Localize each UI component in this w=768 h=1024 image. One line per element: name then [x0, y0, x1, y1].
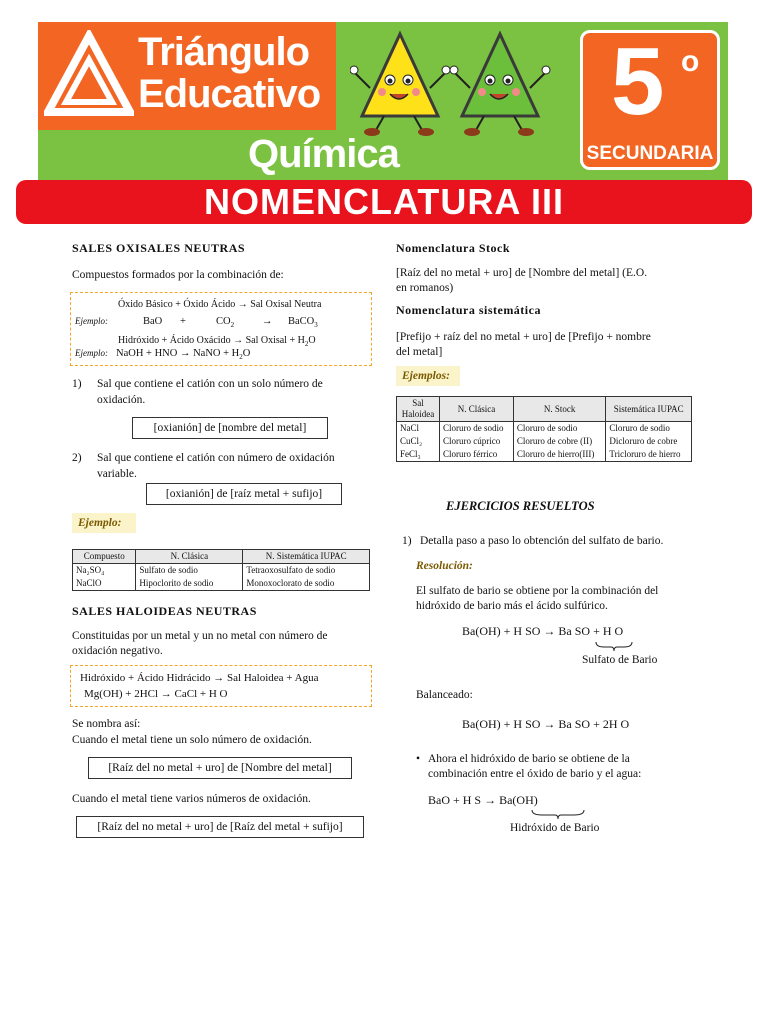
- table-header-cell: N. Clásica: [440, 397, 514, 422]
- table-row: [397, 448, 692, 462]
- table-header-cell: N. Sistemática IUPAC: [243, 550, 370, 564]
- table-cell: Cloruro férrico: [440, 448, 514, 462]
- example-label: Ejemplo:: [75, 316, 108, 326]
- reaction-general2: Hidróxido + Ácido Oxácido → Sal Oxisal + $H_2O$: [118, 335, 316, 348]
- rule-box-3: [Raíz del no metal + uro] de [Nombre del metal]: [88, 757, 352, 779]
- logo: [38, 22, 336, 130]
- haloidea-example: Mg(OH) + 2HCl → CaCl + H O: [84, 688, 228, 700]
- oxisal-table: [72, 549, 370, 591]
- resolution-line2: hidróxido de bario más el ácido sulfúrico.: [416, 600, 608, 612]
- reaction-general: Óxido Básico + Óxido Ácido → Sal Oxisal Neutra: [118, 299, 322, 310]
- table-header-row: [73, 550, 370, 564]
- table-cell: Monoxoclorato de sodio: [243, 577, 370, 591]
- table-header-row: [397, 397, 692, 422]
- table-header-cell: Compuesto: [73, 550, 136, 564]
- naming-intro: Se nombra así:: [72, 718, 141, 730]
- equation-3-label: Hidróxido de Bario: [510, 822, 600, 834]
- grade-sup: o: [681, 45, 700, 78]
- equation-1: Ba(OH) + H SO → Ba SO + H O: [462, 624, 624, 638]
- haloideas-line2: oxidación negativo.: [72, 645, 163, 657]
- table-row: [397, 435, 692, 448]
- naming-multiple: Cuando el metal tiene varios números de oxidación.: [72, 793, 311, 805]
- reaction-ex1-d: →: [262, 316, 273, 327]
- table-cell: Cloruro de cobre (II): [513, 435, 605, 448]
- table-cell: Hipoclorito de sodio: [136, 577, 243, 591]
- table-cell: Cloruro de sodio: [513, 422, 605, 436]
- intro-text: Compuestos formados por la combinación de:: [72, 269, 284, 281]
- examples-label: Ejemplos:: [402, 370, 450, 382]
- example-label-2: Ejemplo:: [75, 348, 108, 358]
- brace-icon: [594, 640, 634, 652]
- heading-ejercicios: EJERCICIOS RESUELTOS: [446, 499, 595, 513]
- table-row: [397, 422, 692, 436]
- table-cell: Cloruro de sodio: [606, 422, 692, 436]
- heading-haloideas: SALES HALOIDEAS NEUTRAS: [72, 604, 257, 618]
- bullet-line2: combinación entre el óxido de bario y el agua:: [428, 768, 642, 780]
- triangle-logo-icon: [44, 30, 134, 120]
- grade-number: 5: [611, 28, 665, 135]
- stock-line2: en romanos): [396, 282, 454, 294]
- rule-box-1: [oxianión] de [nombre del metal]: [132, 417, 328, 439]
- naming-single: Cuando el metal tiene un solo número de oxidación.: [72, 734, 312, 746]
- reaction-ex1-a: BaO: [143, 316, 163, 327]
- item1-line1: Sal que contiene el catión con un solo número de: [97, 378, 323, 390]
- logo-line1: Triángulo: [138, 30, 309, 74]
- table-cell: Na₂SO₄: [73, 564, 136, 578]
- table-cell: NaCl: [397, 422, 440, 436]
- equation-2: Ba(OH) + H SO → Ba SO + 2H O: [462, 717, 630, 731]
- heading-sistematica: Nomenclatura sistemática: [396, 303, 541, 317]
- table-cell: Dicloruro de cobre: [606, 435, 692, 448]
- triangle-mascots-icon: [350, 28, 560, 138]
- reaction-ex1-c: $CO_2$: [216, 316, 235, 330]
- table-cell: NaClO: [73, 577, 136, 591]
- page-title: NOMENCLATURA III: [16, 180, 752, 224]
- table-cell: Sulfato de sodio: [136, 564, 243, 578]
- item2-number: 2): [72, 452, 82, 464]
- equation-3: BaO + H S → Ba(OH): [428, 793, 538, 807]
- table-row: [73, 577, 370, 591]
- table-cell: Cloruro de hierro(III): [513, 448, 605, 462]
- item1-number: 1): [72, 378, 82, 390]
- item2-line1: Sal que contiene el catión con número de oxidación: [97, 452, 335, 464]
- table-cell: Tricloruro de hierro: [606, 448, 692, 462]
- example-label-3: Ejemplo:: [78, 517, 122, 529]
- reaction-ex2: NaOH + HNO → NaNO + $H_2O$: [116, 348, 251, 362]
- rule-box-2: [oxianión] de [raíz metal + sufijo]: [146, 483, 342, 505]
- logo-line2: Educativo: [138, 72, 321, 116]
- balanced-label: Balanceado:: [416, 689, 473, 701]
- bullet-line1: Ahora el hidróxido de bario se obtiene de la: [428, 753, 630, 765]
- subject-title: Química: [248, 132, 399, 176]
- table-cell: CuCl₂: [397, 435, 440, 448]
- question-text: Detalla paso a paso lo obtención del sulfato de bario.: [420, 535, 664, 547]
- table-cell: FeCl₃: [397, 448, 440, 462]
- table-header-cell: Sal Haloidea: [397, 397, 440, 422]
- stock-line1: [Raíz del no metal + uro] de [Nombre del metal] (E.O.: [396, 267, 648, 279]
- table-cell: Cloruro de sodio: [440, 422, 514, 436]
- table-cell: Cloruro cúprico: [440, 435, 514, 448]
- item2-line2: variable.: [97, 468, 137, 480]
- reaction-ex1-b: +: [180, 316, 186, 327]
- brace-icon-2: [530, 808, 586, 820]
- resolution-line1: El sulfato de bario se obtiene por la combinación del: [416, 585, 659, 597]
- sistematica-line1: [Prefijo + raíz del no metal + uro] de [Prefijo + nombre: [396, 331, 651, 343]
- table-header-cell: N. Stock: [513, 397, 605, 422]
- bullet-icon: •: [416, 753, 421, 765]
- haloidea-table: [396, 396, 692, 462]
- table-header-cell: N. Clásica: [136, 550, 243, 564]
- grade-level: SECUNDARIA: [586, 143, 714, 164]
- item1-line2: oxidación.: [97, 394, 146, 406]
- table-header-cell: Sistemática IUPAC: [606, 397, 692, 422]
- table-cell: Tetraoxosulfato de sodio: [243, 564, 370, 578]
- reaction-ex1-e: BaCO$_3$: [288, 316, 318, 330]
- question-number: 1): [402, 535, 412, 547]
- heading-oxisales: SALES OXISALES NEUTRAS: [72, 241, 246, 255]
- table-row: [73, 564, 370, 578]
- rule-box-4: [Raíz del no metal + uro] de [Raíz del metal + sufijo]: [76, 816, 364, 838]
- sistematica-line2: del metal]: [396, 346, 443, 358]
- haloideas-line1: Constituidas por un metal y un no metal con número de: [72, 630, 328, 642]
- heading-stock: Nomenclatura Stock: [396, 241, 510, 255]
- grade-badge: [580, 30, 720, 170]
- resolution-label: Resolución:: [416, 560, 473, 572]
- equation-1-label: Sulfato de Bario: [582, 654, 658, 666]
- haloidea-general: Hidróxido + Ácido Hidrácido → Sal Haloidea + Agua: [80, 672, 319, 684]
